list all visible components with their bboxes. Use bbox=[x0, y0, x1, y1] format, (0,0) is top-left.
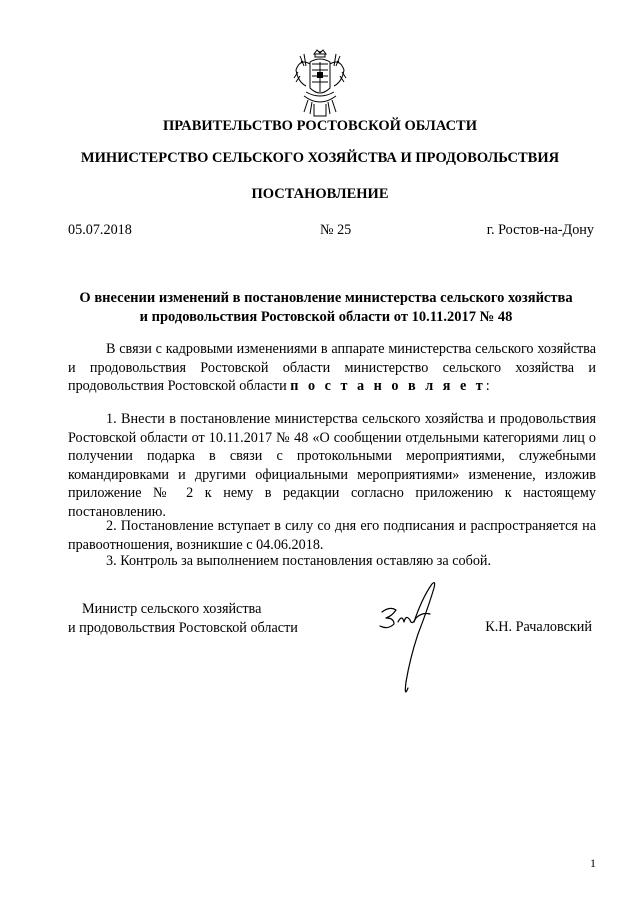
subject-line-1: О внесении изменений в постановление министерства сельского хозяйства bbox=[79, 290, 573, 306]
preamble-paragraph bbox=[68, 340, 596, 396]
document-date: 05.07.2018 bbox=[68, 222, 132, 238]
document-number: № 25 bbox=[320, 222, 352, 238]
preamble-tail: : bbox=[485, 378, 490, 394]
page-number: 1 bbox=[590, 856, 596, 870]
signatory-title-line-1: Министр сельского хозяйства bbox=[82, 601, 262, 617]
document-city: г. Ростов-на-Дону bbox=[486, 222, 594, 238]
item-3: 3. Контроль за выполнением постановления оставляю за собой. bbox=[106, 553, 492, 569]
coat-of-arms-icon bbox=[290, 48, 350, 118]
signatory-name: К.Н. Рачаловский bbox=[485, 619, 592, 635]
signatory-title-line-2: и продовольствия Ростовской области bbox=[68, 620, 298, 636]
preamble-text: В связи с кадровыми изменениями в аппарате министерства сельского хозяйства и продовольствия Ростовской области министерство сельского хозяйства и продовольствия Ростовской области bbox=[68, 341, 596, 394]
government-name: ПРАВИТЕЛЬСТВО РОСТОВСКОЙ ОБЛАСТИ bbox=[162, 118, 477, 134]
signatory-title bbox=[68, 600, 298, 638]
subject-line-2: и продовольствия Ростовской области от 10.11.2017 № 48 bbox=[139, 309, 513, 325]
item-2: 2. Постановление вступает в силу со дня его подписания и распространяется на правоотношения, возникшие с 04.06.2018. bbox=[68, 518, 596, 553]
document-type: ПОСТАНОВЛЕНИЕ bbox=[251, 186, 389, 202]
item-1: 1. Внести в постановление министерства сельского хозяйства и продовольствия Ростовской области от 10.11.2017 № 48 «О сообщении отдельными категориями лиц о получении подарка в связи с протокольными мероприятиями, служебными командировками и другими официальными мероприятиями» изменение, изложив приложение № 2 к нему в редакции согласно приложению к настоящему постановлению. bbox=[68, 411, 596, 520]
document-meta-row bbox=[68, 222, 594, 240]
handwritten-signature bbox=[376, 578, 446, 708]
document-subject bbox=[60, 289, 592, 327]
ministry-name: МИНИСТЕРСТВО СЕЛЬСКОГО ХОЗЯЙСТВА И ПРОДОВОЛЬСТВИЯ bbox=[80, 150, 560, 166]
preamble-keyword: п о с т а н о в л я е т bbox=[290, 378, 486, 394]
